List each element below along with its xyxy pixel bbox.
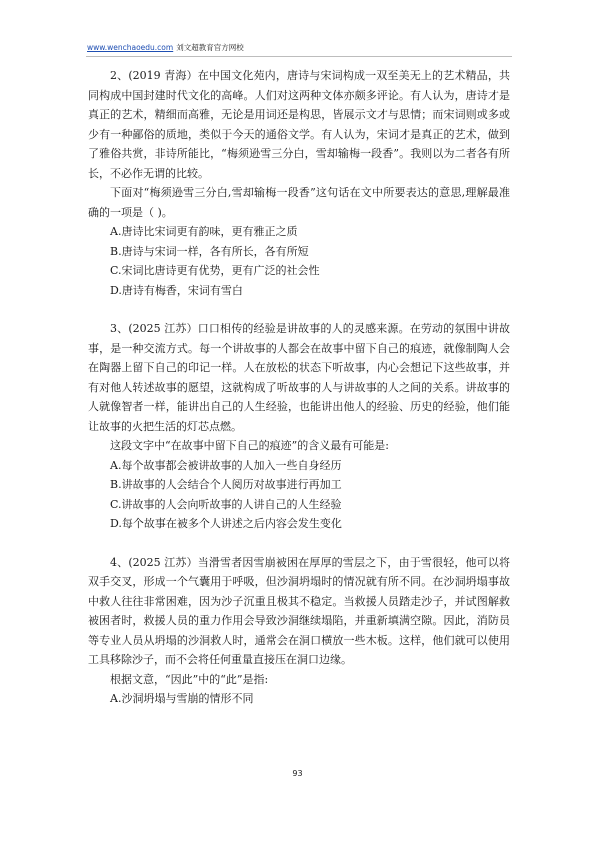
question-block bbox=[88, 66, 510, 300]
answer-option: A.沙洞坍塌与雪崩的情形不同 bbox=[110, 692, 254, 705]
answer-option: B.唐诗与宋词一样，各有所长，各有所短 bbox=[110, 244, 309, 258]
question-block bbox=[88, 553, 510, 709]
answer-option: D.每个故事在被多个人讲述之后内容会发生变化 bbox=[110, 517, 342, 530]
page-header bbox=[87, 42, 244, 53]
answer-option: D.唐诗有梅香，宋词有雪白 bbox=[110, 283, 243, 297]
answer-option: B.讲故事的人会结合个人阅历对故事进行再加工 bbox=[110, 478, 342, 491]
page-content bbox=[88, 66, 510, 709]
answer-option: A.唐诗比宋词更有韵味，更有雅正之质 bbox=[110, 225, 298, 238]
page-number: 93 bbox=[292, 769, 303, 778]
question-passage: 2、(2019 青海）在中国文化苑内，唐诗与宋词构成一双至美无上的艺术精品，共同构成中国封建时代文化的高峰。人们对这两种文体亦颇多评论。有人认为，唐诗才是真正的艺术，精细而高雅，无论是用词还是构思，皆展示文才与思情；而宋词则或多或少有一种鄙俗的质地，类似于今天的通俗文学。有人认为，宋词才是真正的艺术，做到了雅俗共赏，非诗所能比，“梅须逊雪三分白，雪却输梅一段香”。我则以为二者各有所长，不必作无谓的比较。 bbox=[88, 69, 510, 180]
answer-option: C.宋词比唐诗更有优势，更有广泛的社会性 bbox=[110, 264, 320, 277]
question-stem: 这段文字中“在故事中留下自己的痕迹”的含义最有可能是: bbox=[110, 439, 389, 452]
question-passage: 3、(2025 江苏）口口相传的经验是讲故事的人的灵感来源。在劳动的氛围中讲故事，是一种交流方式。每一个讲故事的人都会在故事中留下自己的痕迹，就像制陶人会在陶器上留下自己的印记一样。人在放松的状态下听故事，内心会想记下这些故事，并有对他人转述故事的愿望，这就构成了听故事的人与讲故事的人之间的关系。讲故事的人就像智者一样，能讲出自己的人生经验，也能讲出他人的经验、历史的经验，他们能让故事的火把生活的灯芯点燃。 bbox=[88, 322, 510, 433]
website-link[interactable]: www.wenchaoedu.com bbox=[87, 43, 174, 52]
header-divider bbox=[86, 56, 512, 57]
question-block bbox=[88, 319, 510, 534]
spacer bbox=[88, 534, 510, 553]
question-stem: 根据文意，“因此”中的“此”是指: bbox=[110, 672, 269, 686]
question-passage: 4、(2025 江苏）当滑雪者因雪崩被困在厚厚的雪层之下，由于雪很轻，他可以将双手交叉，形成一个气囊用于呼吸，但沙洞坍塌时的情况就有所不同。在沙洞坍塌事故中救人往往非常困难，因为沙子沉重且极其不稳定。当救援人员踏走沙子，并试图解救被困者时，救援人员的重力作用会导致沙洞继续塌陷，并重新填满空隙。因此，消防员等专业人员从坍塌的沙洞救人时，通常会在洞口横放一些木板。这样，他们就可以使用工具移除沙子，而不会将任何重量直接压在洞口边缘。 bbox=[88, 555, 510, 666]
answer-option: A.每个故事都会被讲故事的人加入一些自身经历 bbox=[110, 458, 342, 472]
question-stem: 下面对“梅须逊雪三分白,雪却输梅一段香”这句话在文中所要表达的意思,理解最准确的一项是（ )。 bbox=[88, 186, 510, 219]
site-name: 刘文超教育官方网校 bbox=[176, 43, 244, 52]
spacer bbox=[88, 300, 510, 319]
answer-option: C.讲故事的人会向听故事的人讲自己的人生经验 bbox=[110, 497, 342, 511]
